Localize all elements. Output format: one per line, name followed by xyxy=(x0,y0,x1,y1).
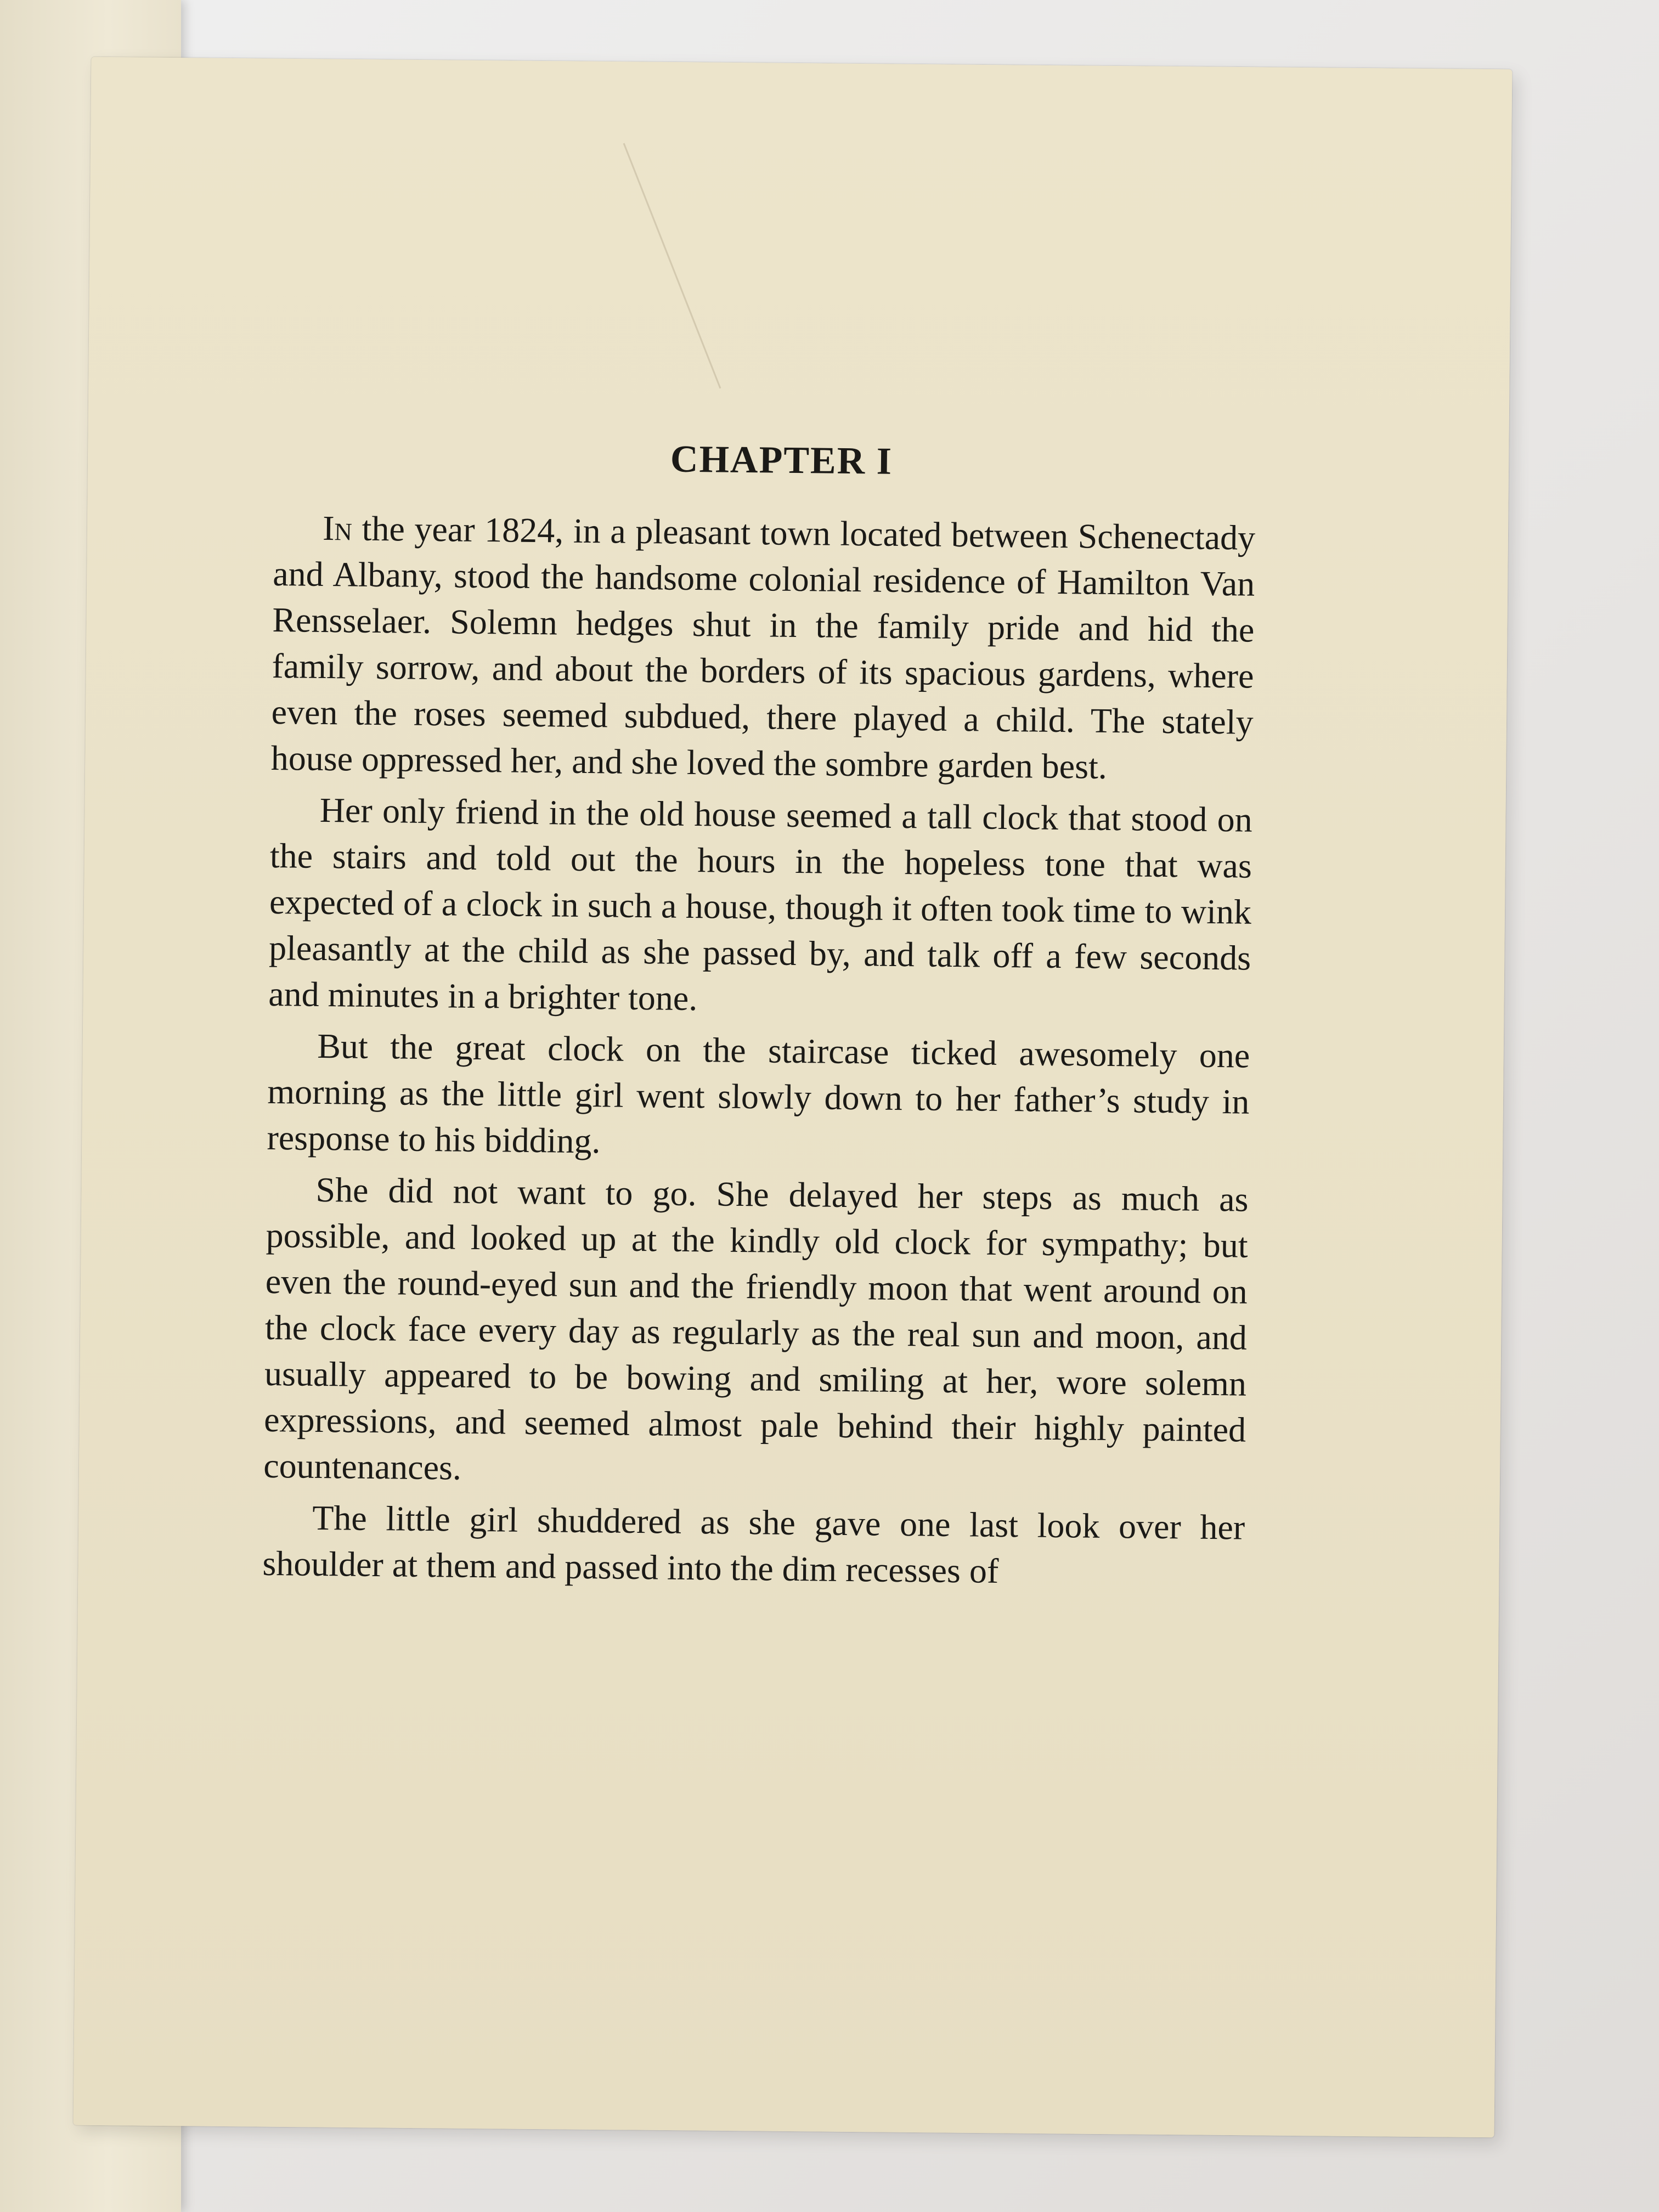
paragraph-1 xyxy=(270,505,1255,792)
paper-crease xyxy=(623,142,725,389)
chapter-title: CHAPTER I xyxy=(670,438,893,483)
paragraph-2: Her only friend in the old house seemed a tall clock that stood on the stairs and told out the hours in the hopeless tone that was expected of a clock in such a house, though it often took time to wink pleasantly at the child as she passed by, and talk off a few seconds and minutes in a brighter tone. xyxy=(268,790,1253,1018)
paragraph-4: She did not want to go. She delayed her steps as much as possible, and looked up at the kindly old clock for sympathy; but even the round-eyed sun and the friendly moon that went around on the clock face every day as regularly as the real sun and moon, and usually appeared to be bowing and smiling at her, wore solemn expressions, and seemed almost pale behind their highly painted countenances. xyxy=(263,1170,1249,1487)
page-text xyxy=(262,433,1256,1602)
paragraph-5: The little girl shuddered as she gave one last look over her shoulder at them and passed into the dim recesses of xyxy=(262,1498,1245,1590)
paragraph-1-text: the year 1824, in a pleasant town located between Schenectady and Albany, stood the handsome colonial residence of Hamilton Van Rensselaer. Solemn hedges shut in the family pride and hid the family sorrow, and about the borders of its spacious gardens, where even the roses seemed subdued, there played a child. The stately house oppressed her, and she loved the sombre garden best. xyxy=(270,509,1256,786)
paragraph-3: But the great clock on the staircase ticked awesomely one morning as the little girl went slowly down to her father’s study in response to his bidding. xyxy=(267,1026,1250,1161)
drop-word: In xyxy=(322,508,353,548)
